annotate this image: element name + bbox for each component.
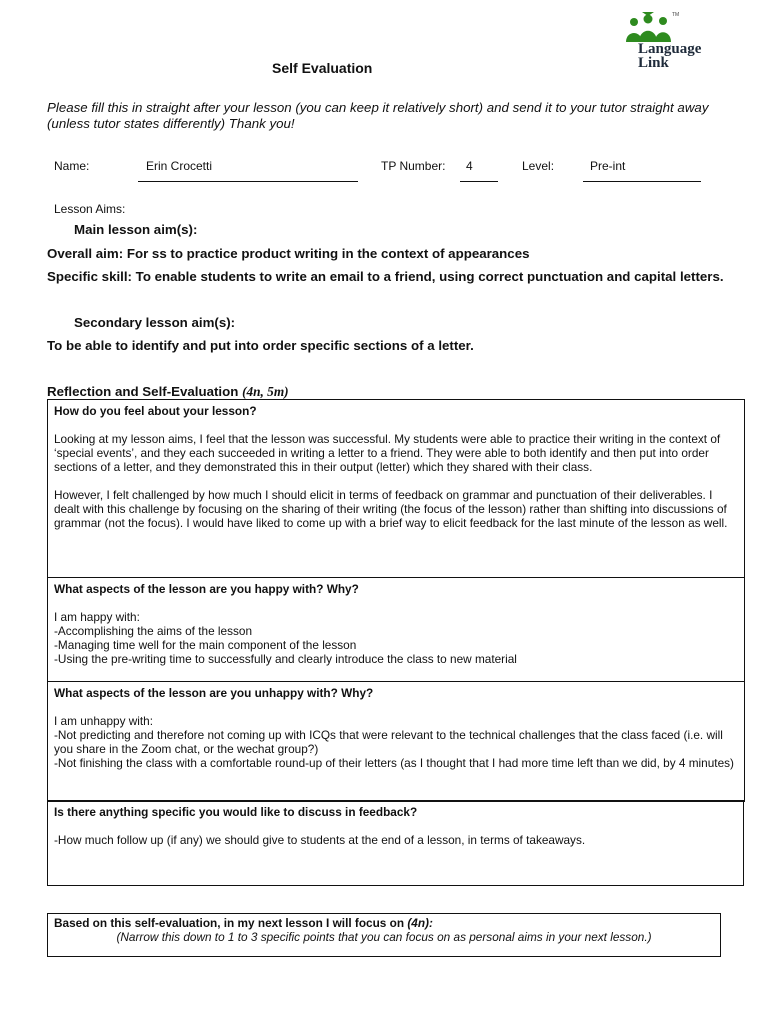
tp-number-label: TP Number:: [381, 159, 446, 173]
specific-skill-aim: Specific skill: To enable students to write an email to a friend, using correct punctuation and capital letters.: [47, 269, 724, 284]
language-link-logo: [618, 10, 728, 76]
level-value: Pre-int: [590, 159, 626, 173]
intro-instructions: Please fill this in straight after your lesson (you can keep it relatively short) and send it to your tutor straight away (unless tutor states differently) Thank you!: [47, 100, 709, 131]
answer-feedback: -How much follow up (if any) we should give to students at the end of a lesson, in terms of takeaways.: [54, 833, 586, 847]
happy-item: -Using the pre-writing time to successfully and clearly introduce the class to new material: [54, 652, 517, 666]
question-unhappy: What aspects of the lesson are you unhappy with? Why?: [54, 686, 374, 700]
logo-line-1: Language: [638, 41, 702, 57]
secondary-aim: To be able to identify and put into order specific sections of a letter.: [47, 338, 474, 353]
focus-prompt: [54, 916, 714, 930]
focus-prompt-marks: (4n):: [407, 916, 433, 930]
logo-line-2: Link: [638, 55, 669, 71]
lesson-aims-label: Lesson Aims:: [54, 202, 126, 216]
trademark-mark: TM: [672, 12, 680, 18]
next-lesson-focus-box: [47, 913, 721, 957]
tp-number-underline: [460, 181, 498, 182]
overall-aim: Overall aim: For ss to practice product writing in the context of appearances: [47, 246, 530, 261]
happy-item: -Managing time well for the main component of the lesson: [54, 638, 357, 652]
page-title: Self Evaluation: [272, 60, 373, 76]
name-label: Name:: [54, 159, 90, 173]
main-aim-heading: Main lesson aim(s):: [74, 222, 198, 237]
unhappy-item: -Not finishing the class with a comfortable round-up of their letters (as I thought that I had more time left than we did, by 4 minutes): [54, 756, 734, 770]
happy-item: -Accomplishing the aims of the lesson: [54, 624, 253, 638]
unhappy-item: -Not predicting and therefore not coming up with ICQs that were relevant to the technical challenges that the class faced (i.e. will you share in the Zoom chat, or the wechat group?): [54, 728, 723, 756]
question-feel: How do you feel about your lesson?: [54, 404, 257, 418]
reflection-heading-text: Reflection and Self-Evaluation: [47, 384, 239, 399]
level-label: Level:: [522, 159, 555, 173]
reflection-heading-note: (4n, 5m): [242, 384, 289, 399]
answer-feel-paragraph-1: Looking at my lesson aims, I feel that the lesson was successful. My students were able to practice their writing in the context of ‘special events’, and they each succeeded in writing a letter to a friend. They were able to both identify and then put into order sections of a letter, and they demonstrated this in their output (letter) which they shared with their class.: [54, 432, 721, 474]
secondary-aim-heading: Secondary lesson aim(s):: [74, 315, 236, 330]
name-value: Erin Crocetti: [146, 159, 213, 173]
focus-prompt-text: Based on this self-evaluation, in my next lesson I will focus on: [54, 916, 405, 930]
happy-aspects-box: [47, 577, 745, 682]
tp-number-value: 4: [466, 159, 473, 173]
logo-wordmark: [638, 42, 701, 70]
unhappy-intro: I am unhappy with:: [54, 714, 154, 728]
reflection-heading: [47, 384, 289, 400]
feel-about-lesson-box: [47, 399, 745, 578]
happy-intro: I am happy with:: [54, 610, 140, 624]
feedback-discussion-box: [47, 800, 744, 886]
level-underline: [583, 181, 701, 182]
name-underline: [138, 181, 358, 182]
focus-note: (Narrow this down to 1 to 3 specific points that you can focus on as personal aims in your next lesson.): [116, 930, 652, 944]
logo-people-icon: [622, 10, 702, 44]
unhappy-aspects-box: [47, 681, 745, 802]
question-happy: What aspects of the lesson are you happy with? Why?: [54, 582, 359, 596]
answer-feel-paragraph-2: However, I felt challenged by how much I should elicit in terms of feedback on grammar and punctuation of their deliverables. I dealt with this challenge by focusing on the sharing of their writing (the focus of the lesson) rather than shifting into discussions of grammar (not the focus). I would have liked to come up with a brief way to elicit feedback for the last minute of the lesson as well.: [54, 488, 728, 530]
question-feedback: Is there anything specific you would like to discuss in feedback?: [54, 805, 418, 819]
